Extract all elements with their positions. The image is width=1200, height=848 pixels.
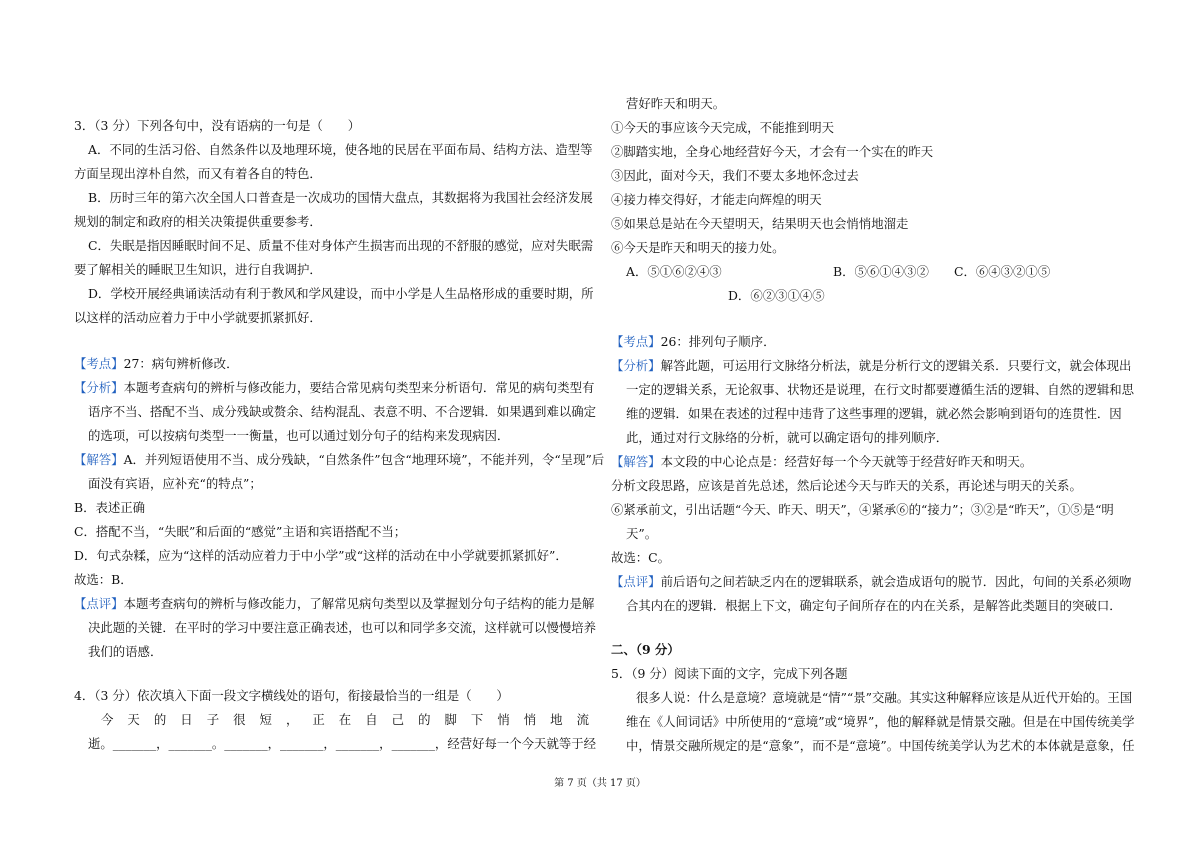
q4-option-c: C．⑥④③②①⑤ — [954, 264, 1051, 279]
q4-passage-line2: 逝。_______，_______。_______，_______，_______，_______，经营好每一个今天就等于经 — [88, 736, 597, 751]
fenxi-text: 解答此题，可运用行文脉络分析法，就是分析行文的逻辑关系．只要行文，就会体现出 — [660, 358, 1132, 373]
q4-dianping-line2: 合其内在的逻辑．根据上下文，确定句子间所存在的内在关系，是解答此类题目的突破口． — [626, 598, 1122, 613]
q4-item-2: ②脚踏实地，全身心地经营好今天，才会有一个实在的昨天 — [611, 144, 934, 159]
dianping-text: 前后语句之间若缺乏内在的逻辑联系，就会造成语句的脱节．因此，句间的关系必须吻 — [660, 574, 1132, 589]
kaodian-text: 26：排列句子顺序． — [660, 334, 776, 349]
q4-jieda-line4: 天”。 — [626, 526, 658, 541]
q3-answer: 故选：B． — [74, 572, 133, 587]
char: 今 — [101, 712, 114, 727]
q4-fenxi-line1 — [611, 358, 1131, 374]
q3-fenxi-line3: 的选项，可以按病句类型一一衡量，也可以通过划分句子的结构来发现病因． — [88, 428, 510, 443]
dianping-tag: 【点评】 — [611, 574, 661, 589]
q5-paragraph-line2: 维在《人间词话》中所使用的“意境”或“境界”，他的解释就是情景交融。但是在中国传统美学 — [626, 714, 1135, 729]
q5-paragraph-line1: 很多人说：什么是意境？意境就是“情”“景”交融。其实这种解释应该是从近代开始的。王国 — [636, 690, 1133, 705]
char: 悄 — [497, 712, 510, 727]
q3-dianping-line1 — [74, 596, 594, 612]
q4-dianping-line1 — [611, 574, 1131, 590]
q3-kaodian — [74, 356, 238, 372]
dianping-text: 本题考查病句的辨析与修改能力，了解常见病句类型以及掌握划分句子结构的能力是解 — [123, 596, 595, 611]
fenxi-tag: 【分析】 — [74, 380, 124, 395]
q4-fenxi-line4: 此，通过对行文脉络的分析，就可以确定语句的排列顺序． — [626, 430, 949, 445]
char: 的 — [418, 712, 431, 727]
page-footer: 第 7 页（共 17 页） — [554, 778, 646, 789]
q4-continuation: 营好昨天和明天。 — [626, 96, 726, 111]
kaodian-tag: 【考点】 — [74, 356, 124, 371]
q3-jieda-line2: 面没有宾语，应补充“的特点”； — [88, 476, 262, 491]
char: ， — [285, 712, 299, 727]
char: 己 — [391, 712, 405, 727]
q3-option-d-line2: 以这样的活动应着力于中小学就要抓紧抓好． — [74, 310, 322, 325]
q3-stem: 3．（3 分）下列各句中，没有语病的一句是（ ） — [74, 118, 361, 133]
char: 的 — [153, 712, 167, 727]
q5-paragraph-line3: 中，情景交融所规定的是“意象”，而不是“意境”。中国传统美学认为艺术的本体就是意象，任 — [626, 738, 1135, 753]
q4-kaodian — [611, 334, 775, 350]
q4-answer: 故选：C。 — [611, 550, 671, 565]
q3-option-b-line1: B．历时三年的第六次全国人口普查是一次成功的国情大盘点，其数据将为我国社会经济发展 — [88, 190, 593, 205]
section-heading: 二、（9 分） — [611, 642, 680, 657]
q3-option-a-line2: 方面呈现出淳朴自然，而又有着各自的特色． — [74, 166, 322, 181]
char: 短 — [259, 712, 272, 727]
jieda-tag: 【解答】 — [611, 454, 661, 469]
q3-fenxi-line2: 语序不当、搭配不当、成分残缺或赘余、结构混乱、表意不明、不合逻辑．如果遇到难以确定 — [88, 404, 597, 419]
jieda-tag: 【解答】 — [74, 452, 124, 467]
q4-option-d: D．⑥②③①④⑤ — [728, 288, 825, 303]
q4-option-b: B．⑤⑥①④③② — [833, 264, 929, 279]
char: 日 — [180, 712, 193, 727]
char: 自 — [365, 712, 378, 727]
q4-item-6: ⑥今天是昨天和明天的接力处。 — [611, 240, 785, 255]
char: 脚 — [444, 712, 457, 727]
char: 在 — [338, 712, 352, 727]
q4-jieda-line3: ⑥紧承前文，引出话题“今天、昨天、明天”，④紧承⑥的“接力”；③②是“昨天”，①⑤是“明 — [611, 502, 1114, 517]
q4-item-4: ④接力棒交得好，才能走向辉煌的明天 — [611, 192, 822, 207]
q3-option-c-line2: 要了解相关的睡眠卫生知识，进行自我调护． — [74, 262, 322, 277]
jieda-text: A．并列短语使用不当、成分残缺，“自然条件”包含“地理环境”，不能并列，令“呈现”后 — [123, 452, 605, 467]
q3-dianping-line3: 我们的语感． — [88, 644, 163, 659]
q3-fenxi-line1 — [74, 380, 594, 396]
char: 正 — [312, 712, 325, 727]
q4-fenxi-line2: 一定的逻辑关系，无论叙事、状物还是说理，在行文时都要遵循生活的逻辑、自然的逻辑和思 — [626, 382, 1135, 397]
fenxi-text: 本题考查病句的辨析与修改能力，要结合常见病句类型来分析语句．常见的病句类型有 — [123, 380, 595, 395]
char: 天 — [127, 712, 140, 727]
q3-c-line: C．搭配不当，“失眠”和后面的“感觉”主语和宾语搭配不当； — [74, 524, 407, 539]
q4-stem: 4．（3 分）依次填入下面一段文字横线处的语句，衔接最恰当的一组是（ ） — [74, 688, 509, 703]
q3-b-line: B．表述正确 — [74, 500, 146, 515]
q3-option-b-line2: 规划的制定和政府的相关决策提供重要参考． — [74, 214, 322, 229]
q5-stem: 5．（9 分）阅读下面的文字，完成下列各题 — [611, 666, 848, 681]
q4-option-a: A．⑤①⑥②④③ — [626, 264, 722, 279]
char: 地 — [550, 712, 563, 727]
q4-fenxi-line3: 维的逻辑．如果在表述的过程中违背了这些事理的逻辑，就必然会影响到语句的连贯性．因 — [626, 406, 1122, 421]
char: 很 — [233, 712, 246, 727]
fenxi-tag: 【分析】 — [611, 358, 661, 373]
char: 下 — [470, 712, 484, 727]
char: 悄 — [523, 712, 537, 727]
q3-option-a-line1: A．不同的生活习俗、自然条件以及地理环境，使各地的民居在平面布局、结构方法、造型等 — [88, 142, 593, 157]
q4-item-1: ①今天的事应该今天完成，不能推到明天 — [611, 120, 835, 135]
kaodian-text: 27：病句辨析修改． — [123, 356, 239, 371]
q3-d-line: D．句式杂糅，应为“这样的活动应着力于中小学”或“这样的活动在中小学就要抓紧抓好”． — [74, 548, 568, 563]
q3-jieda-line1 — [74, 452, 604, 468]
q4-item-3: ③因此，面对今天，我们不要太多地怀念过去 — [611, 168, 859, 183]
char: 子 — [206, 712, 220, 727]
q4-passage-line1 — [101, 712, 589, 728]
dianping-tag: 【点评】 — [74, 596, 124, 611]
char: 流 — [576, 712, 589, 727]
kaodian-tag: 【考点】 — [611, 334, 661, 349]
q4-jieda-line1 — [611, 454, 1032, 470]
q4-item-5: ⑤如果总是站在今天望明天，结果明天也会悄悄地溜走 — [611, 216, 909, 231]
q4-jieda-line2: 分析文段思路，应该是首先总述，然后论述今天与昨天的关系，再论述与明天的关系。 — [611, 478, 1082, 493]
q3-option-c-line1: C．失眠是指因睡眠时间不足、质量不佳对身体产生损害而出现的不舒服的感觉，应对失眠需 — [88, 238, 594, 253]
jieda-text: 本文段的中心论点是：经营好每一个今天就等于经营好昨天和明天。 — [660, 454, 1033, 469]
q3-dianping-line2: 决此题的关键．在平时的学习中要注意正确表述，也可以和同学多交流，这样就可以慢慢培养 — [88, 620, 597, 635]
q3-option-d-line1: D．学校开展经典诵读活动有利于教风和学风建设，而中小学是人生品格形成的重要时期，所 — [88, 286, 594, 301]
